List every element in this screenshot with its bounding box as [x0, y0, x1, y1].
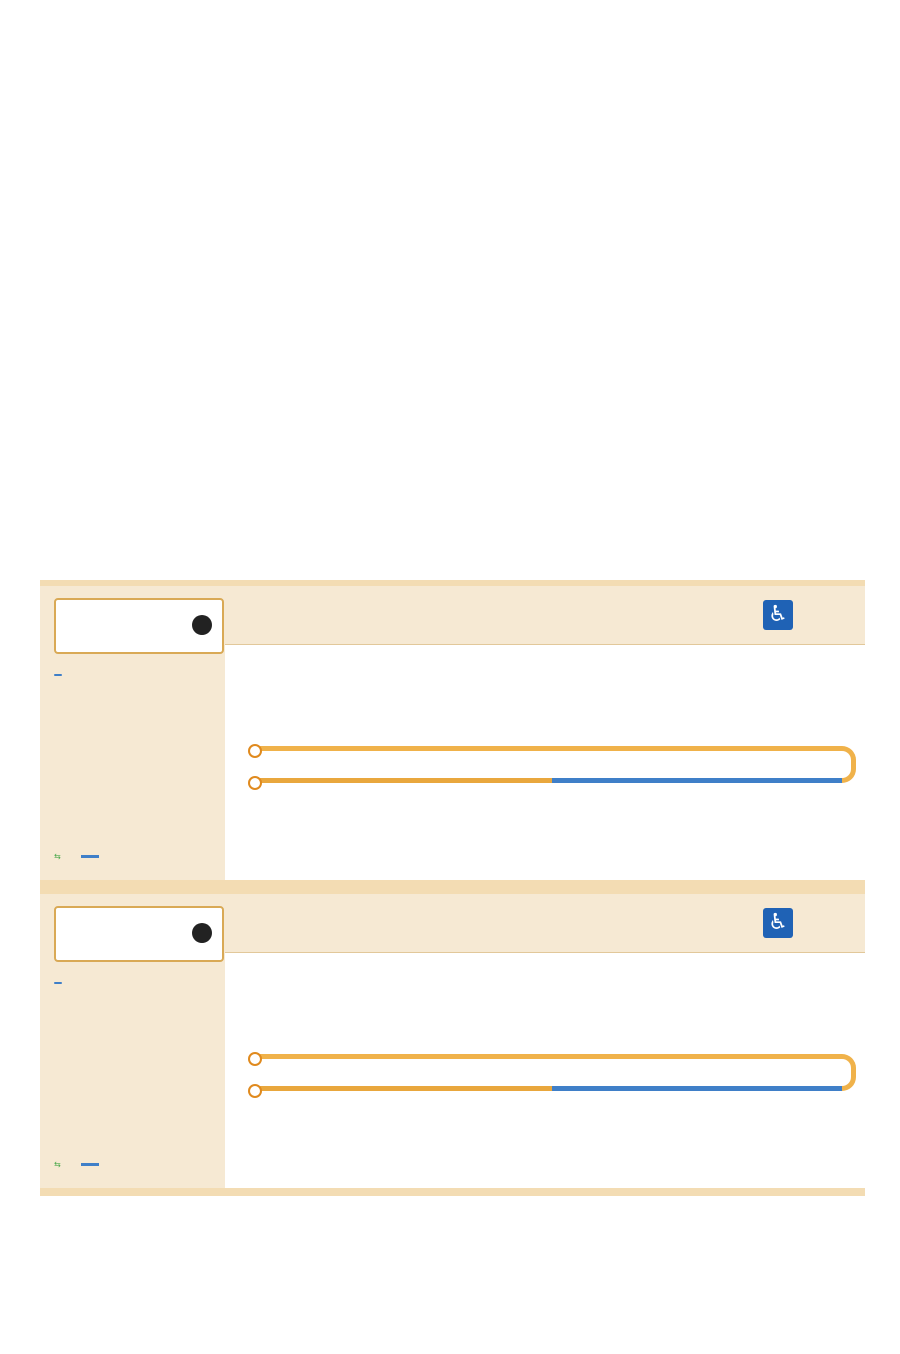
day-tag	[54, 674, 62, 676]
route-number-box	[54, 906, 224, 962]
transfer-icon: ⇆	[54, 1160, 61, 1169]
main-route-mark	[192, 615, 212, 635]
route-header	[225, 586, 865, 644]
lane-icon	[81, 855, 99, 858]
route-number-box	[54, 598, 224, 654]
route-map-inbound	[40, 888, 865, 1196]
stop-dots-outbound	[40, 745, 865, 755]
stop-dots-outbound	[40, 1053, 865, 1063]
stop-dots-return	[40, 1085, 865, 1095]
timetable-column	[40, 586, 225, 880]
day-tag	[54, 982, 62, 984]
main-route-mark	[192, 923, 212, 943]
lane-icon	[81, 1163, 99, 1166]
wheelchair-icon: ♿	[763, 908, 793, 938]
legend	[54, 852, 99, 861]
return-stops	[235, 1100, 865, 1192]
outbound-stops	[235, 648, 865, 748]
legend	[54, 1160, 99, 1169]
transfer-icon: ⇆	[54, 852, 61, 861]
wheelchair-icon: ♿	[763, 600, 793, 630]
route-header	[225, 894, 865, 952]
outbound-stops	[235, 956, 865, 1056]
stop-dots-return	[40, 777, 865, 787]
timetable-column	[40, 894, 225, 1188]
route-map-outbound	[40, 580, 865, 888]
return-stops	[235, 792, 865, 884]
